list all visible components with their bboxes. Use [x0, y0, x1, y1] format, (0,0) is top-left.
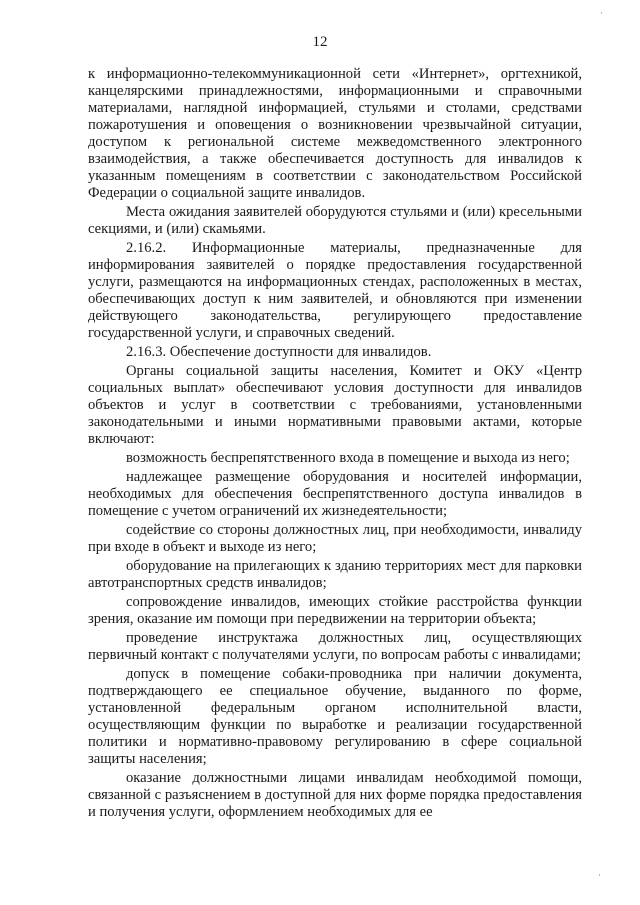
paragraph-4: 2.16.3. Обеспечение доступности для инвалидов. [126, 344, 432, 360]
paragraph-3: 2.16.2. Информационные материалы, предназначенные для информирования заявителей о порядке предоставления государственной услуги, размещаются на информационных стендах, расположенных в местах, обеспечивающих доступ к ним заявителей, и обновляются при изменении действующего законодательства, регулирующего предоставление государственной услуги, и справочных сведений. [88, 240, 582, 341]
document-body [88, 66, 582, 823]
paragraph-5: Органы социальной защиты населения, Комитет и ОКУ «Центр социальных выплат» обеспечивают условия доступности для инвалидов объектов и услуг в соответствии с требованиями, установленными законодательными и иными нормативными правовыми актами, которые включают: [88, 363, 582, 447]
paragraph-1: к информационно-телекоммуникационной сети «Интернет», оргтехникой, канцелярскими принадлежностями, информационными и справочными материалами, наглядной информацией, стульями и столами, средствами пожаротушения и оповещения о возникновении чрезвычайной ситуации, доступом к региональной системе межведомственного электронного взаимодействия, а также обеспечивается доступность для инвалидов к указанным помещениям в соответствии с законодательством Российской Федерации о социальной защите инвалидов. [88, 66, 582, 201]
page-number: 12 [312, 34, 328, 50]
paragraph-13: оказание должностными лицами инвалидам необходимой помощи, связанной с разъяснением в доступной для них форме порядка предоставления и получения услуги, оформлением необходимых для ее [88, 770, 582, 820]
paragraph-9: оборудование на прилегающих к зданию территориях мест для парковки автотранспортных средств инвалидов; [88, 558, 582, 591]
paragraph-10: сопровождение инвалидов, имеющих стойкие расстройства функции зрения, оказание им помощи при передвижении на территории объекта; [88, 594, 582, 627]
paragraph-6: возможность беспрепятственного входа в помещение и выхода из него; [126, 450, 570, 466]
paragraph-8: содействие со стороны должностных лиц, при необходимости, инвалиду при входе в объект и выходе из него; [88, 522, 582, 555]
paragraph-7: надлежащее размещение оборудования и носителей информации, необходимых для обеспечения беспрепятственного доступа инвалидов в помещение с учетом ограничений их жизнедеятельности; [88, 469, 582, 519]
paragraph-12: допуск в помещение собаки-проводника при наличии документа, подтверждающего ее специальное обучение, выданного по форме, установленной федеральным органом исполнительной власти, осуществляющим функции по выработке и реализации государственной политики и нормативно-правовому регулированию в сфере социальной защиты населения; [88, 666, 582, 767]
scan-artifact-mark: · [598, 870, 601, 880]
paragraph-11: проведение инструктажа должностных лиц, осуществляющих первичный контакт с получателями услуги, по вопросам работы с инвалидами; [88, 630, 582, 663]
scan-artifact-mark: · [600, 8, 603, 18]
paragraph-2: Места ожидания заявителей оборудуются стульями и (или) кресельными секциями, и (или) скамьями. [88, 204, 582, 237]
